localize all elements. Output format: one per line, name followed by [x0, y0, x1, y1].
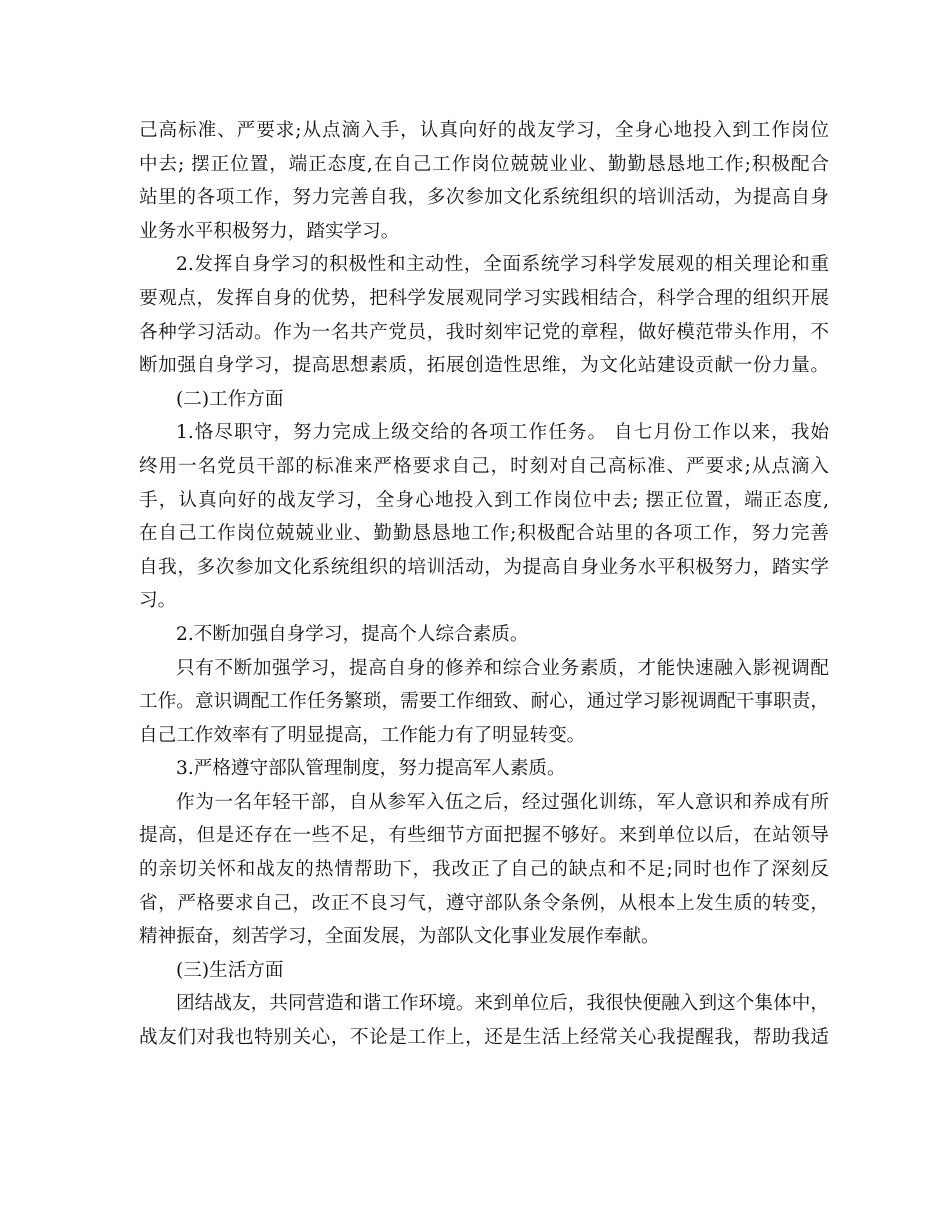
- section-heading: (二)工作方面: [176, 388, 284, 410]
- text-line: 业务水平积极努力，踏实学习。: [139, 220, 400, 242]
- text-line: 站里的各项工作，努力完善自我，多次参加文化系统组织的培训活动，为提高自身: [139, 187, 829, 209]
- text-line: 断加强自身学习，提高思想素质，拓展创造性思维，为文化站建设贡献一份力量。: [139, 355, 829, 377]
- text-line: 1.恪尽职守，努力完成上级交给的各项工作任务。 自七月份工作以来，我始: [176, 422, 829, 444]
- text-line: 自我，多次参加文化系统组织的培训活动，为提高自身业务水平积极努力，踏实学: [139, 556, 829, 578]
- text-line: 各种学习活动。作为一名共产党员，我时刻牢记党的章程，做好模范带头作用，不: [139, 321, 829, 343]
- text-line: 工作。意识调配工作任务繁琐，需要工作细致、耐心，通过学习影视调配干事职责，: [139, 691, 829, 713]
- text-line: 习。: [139, 590, 177, 612]
- text-line: 手，认真向好的战友学习，全身心地投入到工作岗位中去; 摆正位置，端正态度,: [139, 489, 829, 511]
- text-line: 中去; 摆正位置，端正态度,在自己工作岗位兢兢业业、勤勤恳恳地工作;积极配合: [139, 153, 829, 175]
- document-body: [139, 114, 829, 1055]
- text-line: 3.严格遵守部队管理制度，努力提高军人素质。: [176, 758, 566, 780]
- text-line: 要观点，发挥自身的优势，把科学发展观同学习实践相结合，科学合理的组织开展: [139, 287, 829, 309]
- section-heading: (三)生活方面: [176, 959, 284, 981]
- text-line: 2.发挥自身学习的积极性和主动性，全面系统学习科学发展观的相关理论和重: [176, 254, 829, 276]
- text-line: 省，严格要求自己，改正不良习气，遵守部队条令条例，从根本上发生质的转变，: [139, 892, 829, 914]
- text-line: 作为一名年轻干部，自从参军入伍之后，经过强化训练，军人意识和养成有所: [176, 791, 829, 813]
- text-line: 己高标准、严要求;从点滴入手，认真向好的战友学习，全身心地投入到工作岗位: [139, 120, 829, 141]
- text-line: 精神振奋，刻苦学习，全面发展，为部队文化事业发展作奉献。: [139, 926, 660, 948]
- text-line: 的亲切关怀和战友的热情帮助下，我改正了自己的缺点和不足;同时也作了深刻反: [139, 859, 829, 881]
- text-line: 提高，但是还存在一些不足，有些细节方面把握不够好。来到单位以后，在站领导: [139, 825, 829, 847]
- text-line: 团结战友，共同营造和谐工作环境。来到单位后，我很快便融入到这个集体中，: [176, 993, 829, 1015]
- text-line: 自己工作效率有了明显提高，工作能力有了明显转变。: [139, 724, 586, 746]
- text-line: 在自己工作岗位兢兢业业、勤勤恳恳地工作;积极配合站里的各项工作，努力完善: [139, 523, 829, 545]
- text-line: 只有不断加强学习，提高自身的修养和综合业务素质，才能快速融入影视调配: [176, 657, 829, 679]
- text-line: 2.不断加强自身学习，提高个人综合素质。: [176, 623, 529, 645]
- text-line: 战友们对我也特别关心，不论是工作上，还是生活上经常关心我提醒我，帮助我适: [139, 1027, 829, 1049]
- text-line: 终用一名党员干部的标准来严格要求自己，时刻对自己高标准、严要求;从点滴入: [139, 455, 829, 477]
